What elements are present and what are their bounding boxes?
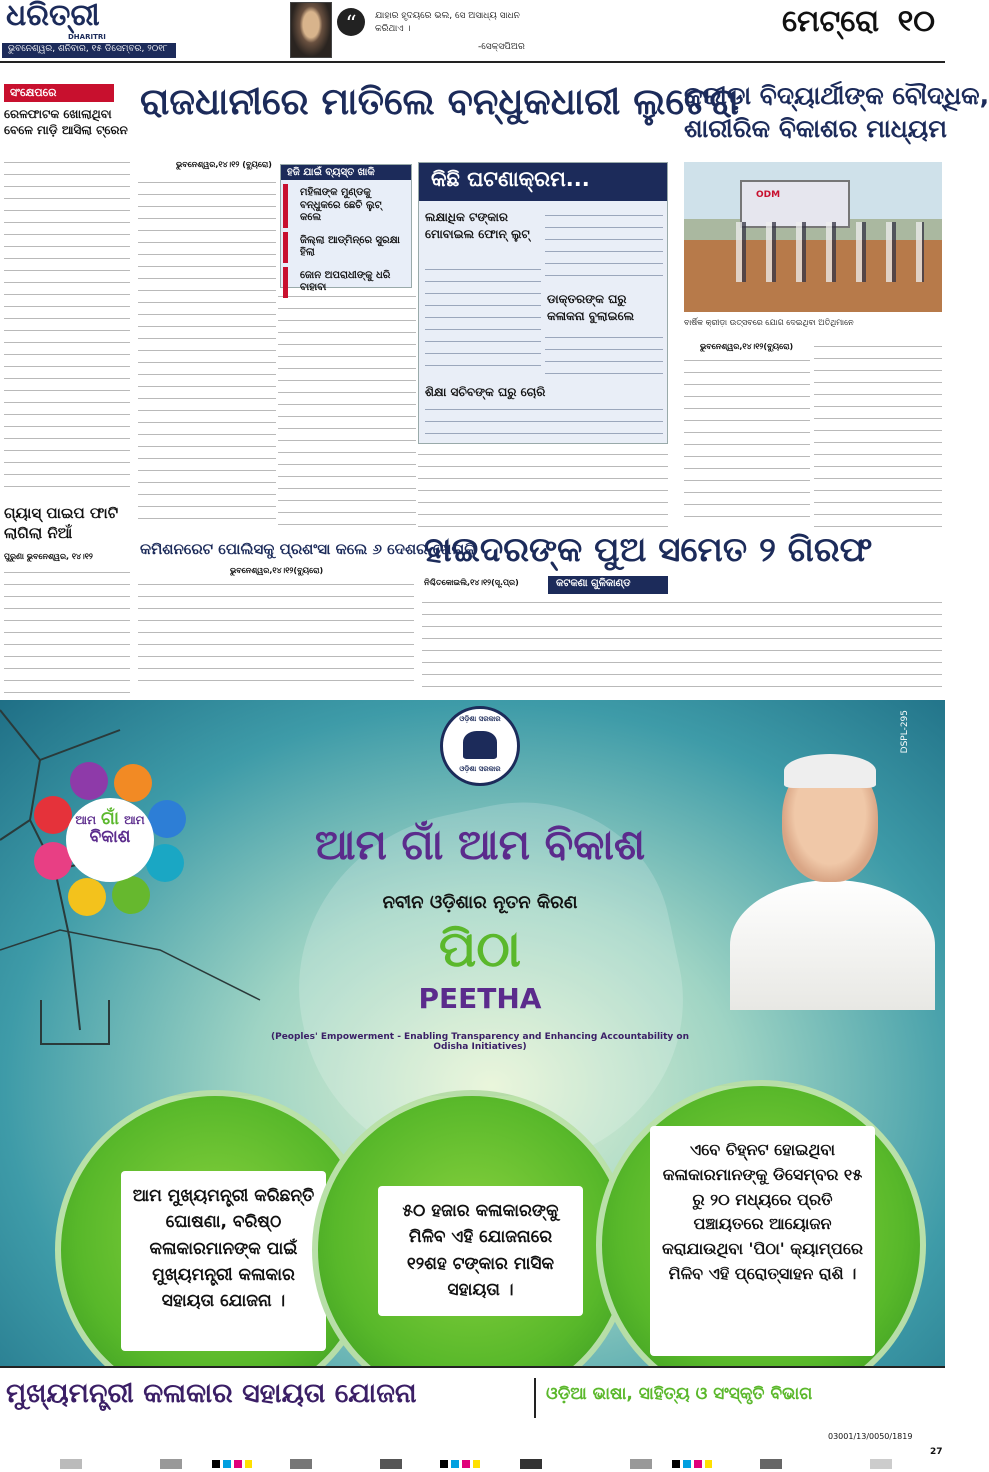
masthead-logo-sub: DHARITRI <box>68 33 106 41</box>
hyderabad-headline: ହାଇଦରଙ୍କ ପୁଅ ସମେତ ୨ ଗିରଫ <box>424 530 873 570</box>
commissionerate-dateline: ଭୁବନେଶ୍ୱର,୧୪।୧୨(ବ୍ୟୁରୋ) <box>230 566 324 575</box>
timeline-box <box>418 162 668 444</box>
sports-photo-tent <box>740 180 850 228</box>
lead-body-col3 <box>418 448 668 528</box>
print-page-number: 27 <box>930 1447 943 1457</box>
page-number: ୧୦ <box>897 4 935 39</box>
section-title <box>782 4 935 39</box>
section-name: ମେଟ୍ରୋ <box>782 4 880 39</box>
brief2-headline: ଗ୍ୟାସ୍ ପାଇପ ଫାଟି ଲାଗିଲା ନିଆଁ <box>4 504 119 542</box>
registration-strip <box>0 1456 945 1472</box>
sports-body-col1 <box>684 354 810 528</box>
advert-subtitle: ନବୀନ ଓଡ଼ିଶାର ନୂତନ କିରଣ <box>382 892 578 913</box>
timeline-story3-head: ଶିକ୍ଷା ସଚିବଙ୍କ ଘରୁ ଚୋରି <box>425 385 546 399</box>
logo-text-2: ଗାଁ <box>101 808 119 829</box>
timeline-story1-head: ଲକ୍ଷାଧିକ ଟଙ୍କାର ମୋବାଇଲ ଫୋନ୍ ଲୁଟ୍ <box>425 210 530 242</box>
sports-photo-banner: ODM <box>756 190 781 200</box>
emblem-top-text: ଓଡ଼ିଶା ସରକାର <box>459 715 501 723</box>
briefs-tag: ସଂକ୍ଷେପରେ <box>4 84 114 102</box>
masthead-rule <box>0 61 945 63</box>
sports-body-col2 <box>814 340 942 528</box>
scheme-name-en: PEETHA <box>418 982 542 1015</box>
hyderabad-dateline: ନିଶ୍ଚିତକୋଇଲି,୧୪।୧୨(ସୂ.ପ୍ର) <box>424 578 519 587</box>
hyderabad-body <box>422 596 942 690</box>
quote-icon: “ <box>337 8 365 36</box>
brief1-headline: ରେଳଫାଟକ ଖୋଲାଥିବା ବେଳେ ମାଡ଼ି ଆସିଲା ଟ୍ରେନ <box>4 107 128 138</box>
logo-petal-purple <box>70 762 108 800</box>
hyderabad-tag: କଟକଣା ଗୁଳିକାଣ୍ଡ <box>548 576 668 594</box>
lead-body-col2 <box>278 290 416 528</box>
timeline-story2-body <box>545 331 663 385</box>
police-box-title: ହଜି ଯାଇଁ ବ୍ୟସ୍ତ ଖାକି <box>281 165 411 180</box>
advertisement <box>0 700 945 1366</box>
brief2-body <box>4 566 130 694</box>
reg-cmyk-dots <box>440 1460 480 1468</box>
sports-headline <box>684 80 989 145</box>
logo-text-4: ବିକାଶ <box>89 826 131 847</box>
dateline-text: ଭୁବନେଶ୍ୱର, ଶନିବାର, ୧୫ ଡିସେମ୍ବର, ୨୦୧୮ <box>8 44 168 54</box>
reg-gray-block <box>870 1459 892 1469</box>
brief3-dateline: ପୁରୁଣା ଭୁବନେଶ୍ୱର, ୧୪।୧୨ <box>4 552 93 561</box>
scheme-name-odia: ପିଠା <box>438 920 522 978</box>
timeline-story1-body <box>425 263 541 375</box>
reg-gray-block <box>290 1459 312 1469</box>
advert-id: DSPL-295 <box>900 710 910 754</box>
brief1-body <box>4 156 130 496</box>
police-box-item: ଜୋନ ଅପରାଧୀଙ୍କୁ ଧରି ବାହାବା <box>283 267 409 298</box>
logo-petal-orange <box>114 764 152 802</box>
reg-gray-block <box>380 1459 402 1469</box>
sports-photo <box>684 162 942 312</box>
reg-gray-block <box>60 1459 82 1469</box>
ama-gaon-logo <box>30 760 190 920</box>
commissionerate-headline: କମିଶନରେଟ ପୋଲିସକୁ ପ୍ରଶଂସା କଲେ ୬ ଦେଶର ଖେଳାଳି <box>140 540 476 558</box>
logo-petal-yellow <box>68 878 106 916</box>
sports-headline-line1: କ୍ରୀଡ଼ା ବିଦ୍ୟାର୍ଥୀଙ୍କ ବୌଦ୍ଧିକ, <box>684 81 989 110</box>
logo-text-3: ଆମ <box>124 813 145 827</box>
timeline-title: କିଛି ଘଟଣାକ୍ରମ... <box>419 163 667 201</box>
info-circle-text: ଏବେ ଚିହ୍ନଟ ହୋଇଥିବା କଳାକାରମାନଙ୍କୁ ଡିସେମ୍ବର ୧୫ ରୁ ୨୦ ମଧ୍ୟରେ ପ୍ରତି ପଞ୍ଚାୟତରେ ଆୟୋଜନ କରାଯାଉଥିବା 'ପିଠା' କ୍ୟାମ୍ପରେ ମିଳିବ ଏହି ପ୍ରୋତ୍ସାହନ ରାଶି । <box>650 1126 875 1356</box>
sports-photo-people <box>724 222 924 282</box>
police-box-item: ମହିଳାଙ୍କ ମୁଣ୍ଡକୁ ବନ୍ଧୁକରେ ଛେଚି ଲୁଟ୍ କଲେ <box>283 184 409 228</box>
advert-footer-right: ଓଡ଼ିଆ ଭାଷା, ସାହିତ୍ୟ ଓ ସଂସ୍କୃତି ବିଭାଗ <box>546 1384 813 1404</box>
logo-center <box>66 798 154 882</box>
odisha-emblem <box>440 706 520 786</box>
emblem-elephant <box>463 731 497 759</box>
lead-body-col1 <box>138 176 276 528</box>
police-busy-box <box>280 164 412 293</box>
info-circle <box>596 1080 926 1410</box>
timeline-story3-body <box>425 403 663 439</box>
reg-cmyk-dots <box>212 1460 252 1468</box>
police-box-item: ଜିଲ୍ଲା ଆଡ୍‌ମିନ୍‌ରେ ସୁରକ୍ଷା ହିଲା <box>283 232 409 263</box>
sports-headline-line2: ଶାରୀରିକ ବିକାଶର ମାଧ୍ୟମ <box>684 113 947 143</box>
sports-dateline: ଭୁବନେଶ୍ୱର,୧୪।୧୨(ବ୍ୟୁରୋ) <box>700 342 794 351</box>
advert-footer-left: ମୁଖ୍ୟମନ୍ତ୍ରୀ କଳାକାର ସହାୟତା ଯୋଜନା <box>6 1378 417 1409</box>
shakespeare-portrait <box>290 2 332 58</box>
dateline-bar <box>2 43 176 58</box>
timeline-col2-top <box>545 209 663 287</box>
reg-cmyk-dots <box>672 1460 712 1468</box>
reg-gray-block <box>760 1459 782 1469</box>
sports-caption: ବାର୍ଷିକ କ୍ରୀଡ଼ା ଉତ୍ସବରେ ଯୋଗ ଦେଇଥିବା ଅତିଥିମାନେ <box>684 318 854 327</box>
advert-footer-divider <box>534 1378 536 1418</box>
reg-gray-block <box>630 1459 652 1469</box>
info-circle-text: ୫୦ ହଜାର କଳାକାରଙ୍କୁ ମିଳିବ ଏହି ଯୋଜନାରେ ୧୨ଶହ ଟଙ୍କାର ମାସିକ ସହାୟତା । <box>378 1186 583 1316</box>
advert-footer <box>0 1366 945 1428</box>
timeline-story2-head: ଡାକ୍ତରଙ୍କ ଘରୁ କଳାକନା ବୁଲାଇଲେ <box>547 292 635 324</box>
advert-title: ଆମ ଗାଁ ଆମ ବିକାଶ <box>314 820 646 869</box>
quote-author: -ସେକ୍ସପିଅର <box>478 42 525 52</box>
scheme-expansion: (Peoples' Empowerment - Enabling Transparency and Enhancing Accountability on Odisha Initiatives) <box>270 1032 690 1052</box>
masthead-logo: ଧରିତ୍ରୀ <box>6 0 100 33</box>
hut-sketch <box>40 1000 110 1045</box>
masthead <box>0 0 945 62</box>
commissionerate-body <box>138 578 414 690</box>
cm-photo <box>720 730 935 990</box>
emblem-bottom-text: ଓଡ଼ିଶା ସରକାର <box>459 765 501 773</box>
info-circle <box>312 1090 632 1410</box>
info-circle-text: ଆମ ମୁଖ୍ୟମନ୍ତ୍ରୀ କରିଛନ୍ତି ଘୋଷଣା, ବରିଷ୍ଠ କଳାକାରମାନଙ୍କ ପାଇଁ ମୁଖ୍ୟମନ୍ତ୍ରୀ କଳାକାର ସହାୟତା ଯୋଜନା । <box>121 1171 326 1351</box>
lead-dateline: ଭୁବନେଶ୍ୱର,୧୪।୧୨ (ବ୍ୟୁରୋ) <box>176 160 272 169</box>
briefs-column <box>0 84 132 694</box>
logo-text-1: ଆମ <box>75 813 96 827</box>
lead-headline: ରାଜଧାନୀରେ ମାତିଲେ ବନ୍ଧୁକଧାରୀ ଲୁଟେରା <box>140 80 739 123</box>
reg-gray-block <box>520 1459 542 1469</box>
logo-petal-green <box>112 876 150 914</box>
cm-photo-kurta <box>730 880 935 1010</box>
cm-photo-hair <box>784 754 876 788</box>
quote-text: ଯାହାର ହୃଦୟରେ ଭଲ, ସେ ଅସାଧ୍ୟ ସାଧନ କରିଥାଏ । <box>375 11 520 35</box>
advert-code: 03001/13/0050/1819 <box>828 1432 913 1441</box>
reg-gray-block <box>160 1459 182 1469</box>
